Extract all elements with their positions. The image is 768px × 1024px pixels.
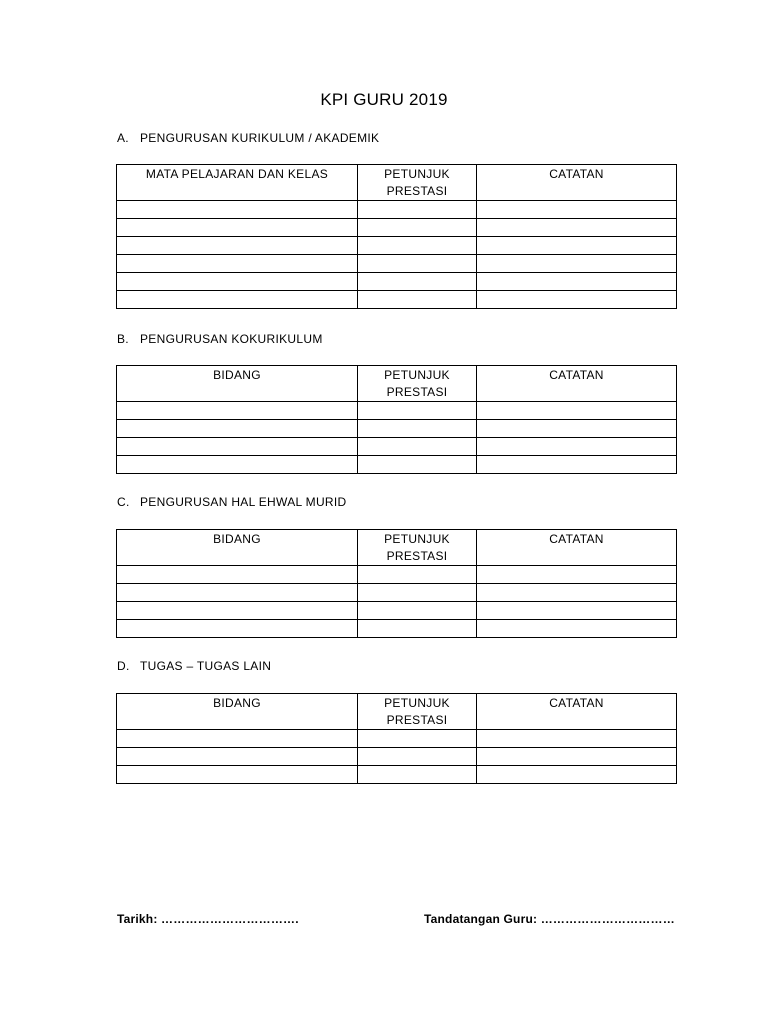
table-cell[interactable] bbox=[477, 748, 677, 766]
table-cell[interactable] bbox=[358, 255, 477, 273]
table-cell[interactable] bbox=[477, 219, 677, 237]
table-row bbox=[117, 438, 677, 456]
table-row bbox=[117, 566, 677, 584]
table-cell[interactable] bbox=[477, 255, 677, 273]
table-row bbox=[117, 620, 677, 638]
table-header-row bbox=[117, 694, 677, 730]
table-cell[interactable] bbox=[477, 237, 677, 255]
table-cell[interactable] bbox=[477, 438, 677, 456]
table-header-row bbox=[117, 165, 677, 201]
table-cell[interactable] bbox=[477, 201, 677, 219]
section-d-title: TUGAS – TUGAS LAIN bbox=[140, 659, 272, 673]
section-a-letter: A. bbox=[117, 131, 129, 145]
section-c-table bbox=[116, 529, 677, 638]
column-header-field: BIDANG bbox=[117, 530, 358, 566]
table-cell[interactable] bbox=[358, 620, 477, 638]
table-row bbox=[117, 456, 677, 474]
table-cell[interactable] bbox=[117, 237, 358, 255]
table-header-row bbox=[117, 530, 677, 566]
table-cell[interactable] bbox=[477, 456, 677, 474]
table-row bbox=[117, 291, 677, 309]
table-row bbox=[117, 748, 677, 766]
section-c-title: PENGURUSAN HAL EHWAL MURID bbox=[140, 495, 347, 509]
table-row bbox=[117, 273, 677, 291]
table-cell[interactable] bbox=[358, 273, 477, 291]
section-d-heading bbox=[117, 658, 271, 674]
table-row bbox=[117, 402, 677, 420]
column-header-notes: CATATAN bbox=[477, 694, 677, 730]
table-cell[interactable] bbox=[477, 766, 677, 784]
table-cell[interactable] bbox=[477, 291, 677, 309]
table-cell[interactable] bbox=[358, 237, 477, 255]
table-cell[interactable] bbox=[358, 201, 477, 219]
table-cell[interactable] bbox=[117, 420, 358, 438]
section-a-heading bbox=[117, 130, 379, 146]
section-c-heading bbox=[117, 494, 347, 510]
table-row bbox=[117, 584, 677, 602]
column-header-performance-indicator: PETUNJUK PRESTASI bbox=[358, 165, 477, 201]
table-cell[interactable] bbox=[117, 584, 358, 602]
table-header-row bbox=[117, 366, 677, 402]
section-a-table bbox=[116, 164, 677, 309]
table-row bbox=[117, 237, 677, 255]
table-cell[interactable] bbox=[117, 402, 358, 420]
table-row bbox=[117, 201, 677, 219]
signature-field-label: Tandatangan Guru: …………………………… bbox=[424, 912, 675, 926]
table-cell[interactable] bbox=[358, 566, 477, 584]
table-cell[interactable] bbox=[477, 420, 677, 438]
table-cell[interactable] bbox=[358, 456, 477, 474]
table-cell[interactable] bbox=[477, 620, 677, 638]
table-cell[interactable] bbox=[117, 456, 358, 474]
column-header-field: BIDANG bbox=[117, 694, 358, 730]
table-cell[interactable] bbox=[117, 273, 358, 291]
table-cell[interactable] bbox=[477, 602, 677, 620]
table-cell[interactable] bbox=[477, 584, 677, 602]
section-b-letter: B. bbox=[117, 332, 129, 346]
table-cell[interactable] bbox=[117, 219, 358, 237]
table-cell[interactable] bbox=[358, 438, 477, 456]
section-b-title: PENGURUSAN KOKURIKULUM bbox=[140, 332, 323, 346]
table-cell[interactable] bbox=[477, 730, 677, 748]
section-d-letter: D. bbox=[117, 659, 130, 673]
section-b-heading bbox=[117, 331, 323, 347]
table-cell[interactable] bbox=[358, 291, 477, 309]
section-b-table bbox=[116, 365, 677, 474]
table-cell[interactable] bbox=[117, 602, 358, 620]
table-row bbox=[117, 219, 677, 237]
table-cell[interactable] bbox=[358, 420, 477, 438]
section-c-letter: C. bbox=[117, 495, 130, 509]
table-cell[interactable] bbox=[358, 730, 477, 748]
table-cell[interactable] bbox=[477, 273, 677, 291]
table-cell[interactable] bbox=[117, 748, 358, 766]
table-cell[interactable] bbox=[117, 566, 358, 584]
column-header-notes: CATATAN bbox=[477, 366, 677, 402]
table-cell[interactable] bbox=[117, 438, 358, 456]
column-header-subject-class: MATA PELAJARAN DAN KELAS bbox=[117, 165, 358, 201]
table-cell[interactable] bbox=[477, 566, 677, 584]
table-cell[interactable] bbox=[117, 730, 358, 748]
table-cell[interactable] bbox=[358, 402, 477, 420]
table-cell[interactable] bbox=[117, 201, 358, 219]
column-header-field: BIDANG bbox=[117, 366, 358, 402]
table-cell[interactable] bbox=[117, 255, 358, 273]
table-cell[interactable] bbox=[358, 584, 477, 602]
table-cell[interactable] bbox=[477, 402, 677, 420]
column-header-notes: CATATAN bbox=[477, 165, 677, 201]
date-field-label: Tarikh: ……………………………. bbox=[117, 912, 299, 926]
table-cell[interactable] bbox=[358, 602, 477, 620]
section-a-title: PENGURUSAN KURIKULUM / AKADEMIK bbox=[140, 131, 380, 145]
section-d-table bbox=[116, 693, 677, 784]
table-cell[interactable] bbox=[358, 766, 477, 784]
column-header-performance-indicator: PETUNJUK PRESTASI bbox=[358, 694, 477, 730]
table-cell[interactable] bbox=[117, 620, 358, 638]
table-row bbox=[117, 420, 677, 438]
table-row bbox=[117, 730, 677, 748]
table-row bbox=[117, 766, 677, 784]
table-row bbox=[117, 255, 677, 273]
table-cell[interactable] bbox=[358, 219, 477, 237]
column-header-notes: CATATAN bbox=[477, 530, 677, 566]
column-header-performance-indicator: PETUNJUK PRESTASI bbox=[358, 366, 477, 402]
page-title: KPI GURU 2019 bbox=[320, 90, 448, 109]
table-cell[interactable] bbox=[358, 748, 477, 766]
column-header-performance-indicator: PETUNJUK PRESTASI bbox=[358, 530, 477, 566]
table-cell[interactable] bbox=[117, 291, 358, 309]
table-row bbox=[117, 602, 677, 620]
table-cell[interactable] bbox=[117, 766, 358, 784]
